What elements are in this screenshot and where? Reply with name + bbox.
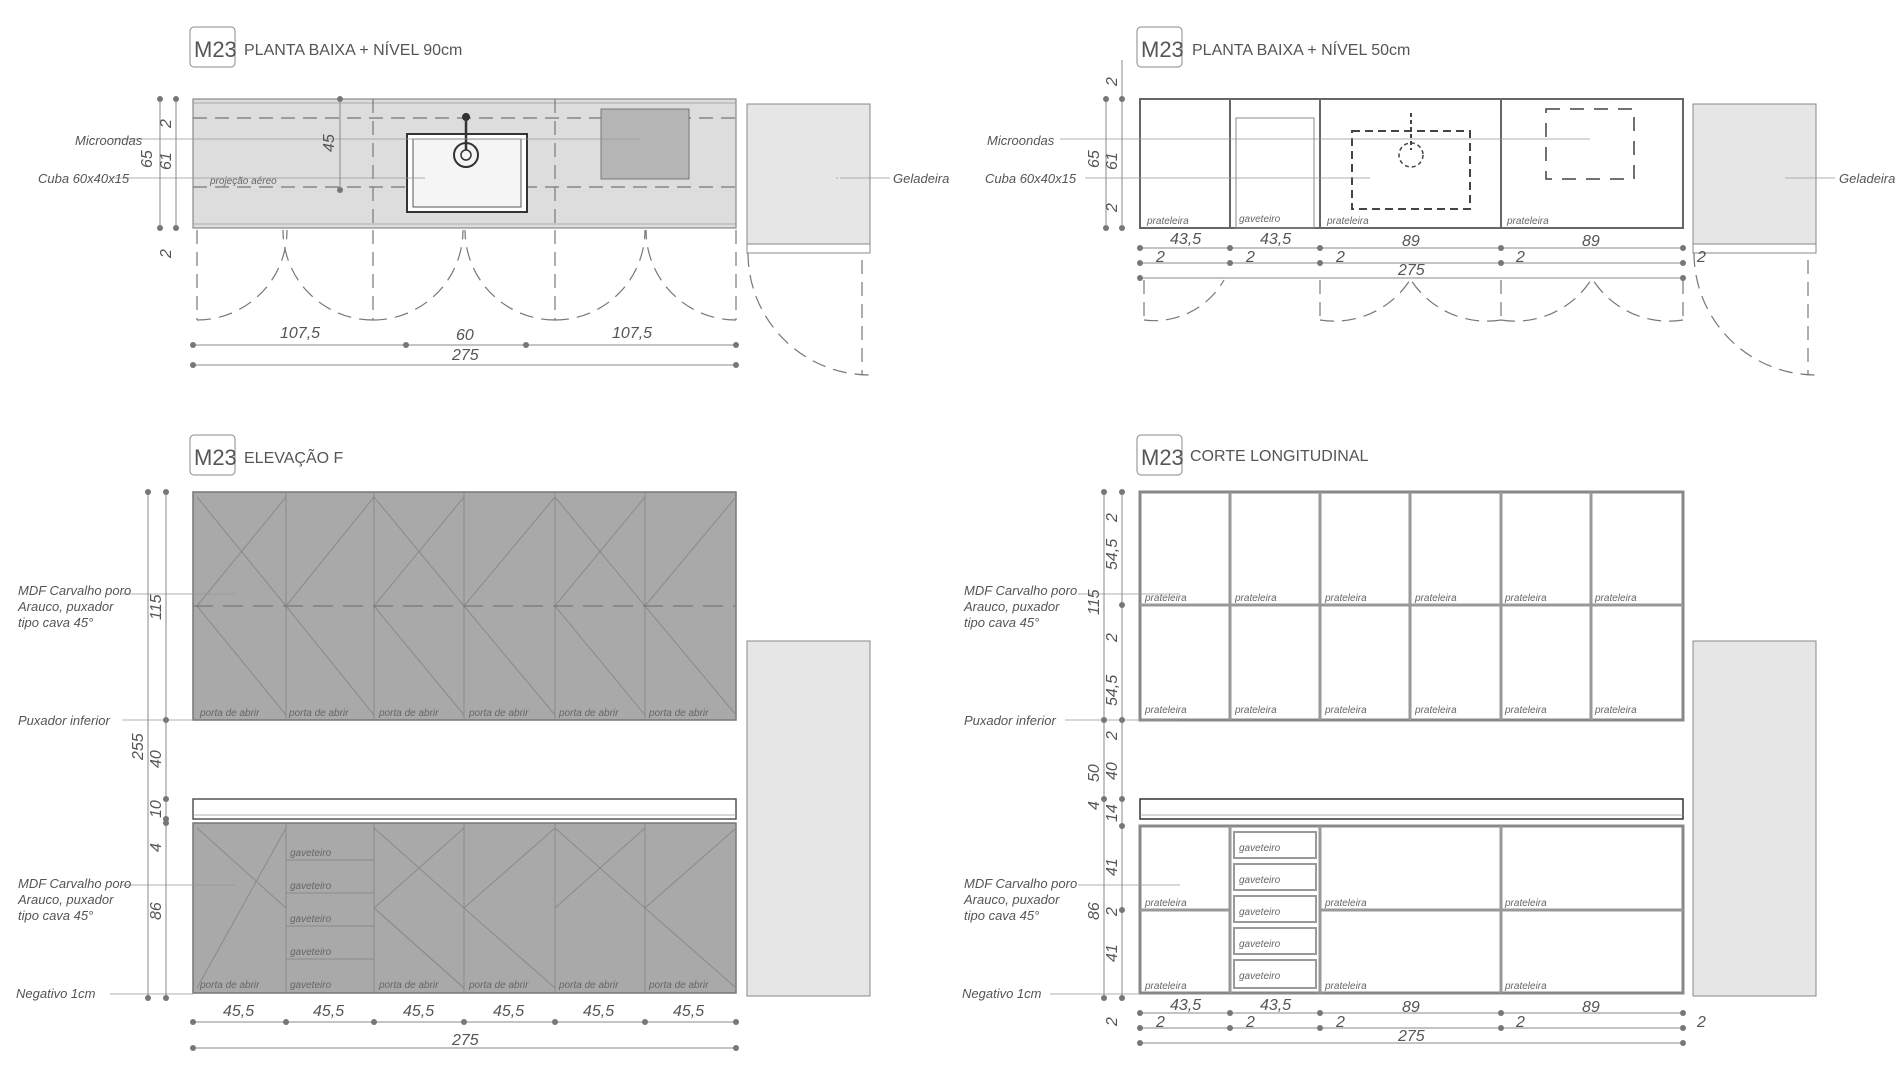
- drawer-label-2: gaveteiro: [1239, 875, 1281, 886]
- shelf-label: prateleira: [1235, 705, 1277, 716]
- drawer-label-5: gaveteiro: [1239, 971, 1281, 982]
- panel-planta-baixa-90: [38, 27, 949, 375]
- dim-v-115: 115: [148, 594, 165, 620]
- dim-v-4: 4: [148, 843, 165, 852]
- dim-v-45: 45: [321, 134, 338, 152]
- view-title: ELEVAÇÃO F: [244, 450, 344, 467]
- shelf-label: prateleira: [1415, 705, 1457, 716]
- countertop-elevation: [193, 799, 736, 819]
- label-gaveteiro-4: gaveteiro: [290, 947, 332, 958]
- shelf-label: prateleira: [1505, 593, 1547, 604]
- label-porta-l4: porta de abrir: [559, 980, 619, 991]
- dim-h-total: 275: [1398, 262, 1425, 279]
- dim-s-3: 2: [1336, 249, 1345, 266]
- dim-col-3: 45,5: [403, 1003, 435, 1020]
- dim-v-255: 255: [130, 733, 147, 760]
- label-projecao: projeção aéreo: [210, 176, 277, 187]
- dim-v-2a: 2: [158, 119, 175, 128]
- fridge-plan: [747, 104, 870, 244]
- label-porta-2: porta de abrir: [289, 708, 349, 719]
- dim-v-41b: 41: [1104, 944, 1121, 962]
- dim-v-61: 61: [1104, 152, 1121, 170]
- shelf-label: prateleira: [1505, 705, 1547, 716]
- shelf-label: prateleira: [1505, 898, 1547, 909]
- dim-h-4: 89: [1582, 233, 1600, 250]
- label-prateleira-2: prateleira: [1327, 216, 1369, 227]
- label-prateleira: prateleira: [1147, 216, 1189, 227]
- shelf-label: prateleira: [1145, 981, 1187, 992]
- label-microondas: Microondas: [987, 133, 1055, 148]
- dim-v-545b: 54,5: [1104, 674, 1121, 706]
- shelf-label: prateleira: [1595, 593, 1637, 604]
- label-mdf-b3: tipo cava 45°: [18, 908, 94, 923]
- dim-col-5: 45,5: [583, 1003, 615, 1020]
- dim-v-4: 4: [1086, 801, 1103, 810]
- door-swings-plan: [1144, 280, 1683, 321]
- dim-v-50: 50: [1086, 764, 1103, 782]
- label-gaveteiro-3: gaveteiro: [290, 914, 332, 925]
- label-mdf-2: Arauco, puxador: [964, 599, 1060, 614]
- dim-col-1: 45,5: [223, 1003, 255, 1020]
- label-porta-l2: porta de abrir: [379, 980, 439, 991]
- label-negativo: Negativo 1cm: [16, 986, 96, 1001]
- dim-s-1: 2: [1156, 249, 1165, 266]
- label-cuba: Cuba 60x40x15: [985, 171, 1077, 186]
- label-mdf-b1: MDF Carvalho poro: [964, 876, 1078, 891]
- dim-v-86: 86: [1086, 902, 1103, 920]
- drawer-label-4: gaveteiro: [1239, 939, 1281, 950]
- drawer-label-3: gaveteiro: [1239, 907, 1281, 918]
- dim-v-40: 40: [1104, 762, 1121, 780]
- dim-s-2: 2: [1246, 1014, 1255, 1031]
- view-tag: M23: [1141, 445, 1184, 470]
- label-microondas: Microondas: [75, 133, 143, 148]
- label-puxador: Puxador inferior: [964, 713, 1056, 728]
- dim-s-5: 2: [1697, 249, 1706, 266]
- dim-v-86: 86: [148, 902, 165, 920]
- label-mdf-1: MDF Carvalho poro: [964, 583, 1078, 598]
- dim-col-4: 45,5: [493, 1003, 525, 1020]
- dim-h-2: 43,5: [1260, 231, 1292, 248]
- dim-v-65: 65: [139, 150, 156, 168]
- door-swings-plan: [197, 230, 736, 320]
- dim-v-40: 40: [148, 750, 165, 768]
- dim-s-2: 2: [1246, 249, 1255, 266]
- label-porta-1: porta de abrir: [200, 708, 260, 719]
- dim-col-2: 45,5: [313, 1003, 345, 1020]
- label-porta-4: porta de abrir: [469, 708, 529, 719]
- drawer-label-1: gaveteiro: [1239, 843, 1281, 854]
- countertop-section: [1140, 799, 1683, 819]
- dim-v-10: 10: [148, 800, 165, 818]
- dim-s-4: 2: [1516, 1014, 1525, 1031]
- view-tag: M23: [1141, 37, 1184, 62]
- dim-v-2b: 2: [1104, 633, 1121, 642]
- dim-v-115: 115: [1086, 589, 1103, 615]
- dim-s-5: 2: [1697, 1014, 1706, 1031]
- label-mdf-1: MDF Carvalho poro: [18, 583, 132, 598]
- panel-planta-baixa-50: [985, 27, 1895, 375]
- label-porta-l5: porta de abrir: [649, 980, 709, 991]
- fridge-door-swing: [748, 253, 870, 375]
- fridge-elevation: [747, 641, 870, 996]
- label-mdf-3: tipo cava 45°: [18, 615, 94, 630]
- label-mdf-2: Arauco, puxador: [18, 599, 114, 614]
- label-mdf-b1: MDF Carvalho poro: [18, 876, 132, 891]
- dim-s-3: 2: [1336, 1014, 1345, 1031]
- label-gaveteiro-2: gaveteiro: [290, 881, 332, 892]
- shelf-label: prateleira: [1145, 705, 1187, 716]
- shelf-label: prateleira: [1505, 981, 1547, 992]
- view-tag: M23: [194, 37, 237, 62]
- shelf-label: prateleira: [1235, 593, 1277, 604]
- shelf-label: prateleira: [1325, 593, 1367, 604]
- dim-v-2a: 2: [1104, 77, 1121, 86]
- dim-v-2d: 2: [1104, 907, 1121, 916]
- dim-h-total: 275: [452, 1032, 479, 1049]
- fridge-plan: [1693, 104, 1816, 244]
- label-cuba: Cuba 60x40x15: [38, 171, 130, 186]
- label-porta-l1: porta de abrir: [200, 980, 260, 991]
- shelf-label: prateleira: [1325, 981, 1367, 992]
- shelf-label: prateleira: [1145, 593, 1187, 604]
- label-prateleira-3: prateleira: [1507, 216, 1549, 227]
- label-gaveteiro: gaveteiro: [1239, 214, 1281, 225]
- dim-h-1: 107,5: [280, 325, 321, 342]
- label-gaveteiro-1: gaveteiro: [290, 848, 332, 859]
- shelf-label: prateleira: [1595, 705, 1637, 716]
- panel-elevacao-f: [16, 435, 870, 1051]
- label-mdf-b2: Arauco, puxador: [964, 892, 1060, 907]
- dim-h-total: 275: [452, 347, 479, 364]
- dim-h-total: 275: [1398, 1028, 1425, 1045]
- shelf-label: prateleira: [1415, 593, 1457, 604]
- dim-v-2a: 2: [1104, 513, 1121, 522]
- dim-h-3: 107,5: [612, 325, 653, 342]
- dim-col-6: 45,5: [673, 1003, 705, 1020]
- label-porta-5: porta de abrir: [559, 708, 619, 719]
- view-tag: M23: [194, 445, 237, 470]
- dim-v-65: 65: [1086, 150, 1103, 168]
- view-title: CORTE LONGITUDINAL: [1190, 448, 1369, 465]
- dim-v-14: 14: [1104, 804, 1121, 822]
- fridge-elevation: [1693, 641, 1816, 996]
- dim-v-41a: 41: [1104, 858, 1121, 876]
- shelf-label: prateleira: [1325, 705, 1367, 716]
- dim-v-61: 61: [158, 152, 175, 170]
- dim-h-3: 89: [1402, 999, 1420, 1016]
- dim-v-2e: 2: [1104, 1017, 1121, 1026]
- dim-s-1: 2: [1156, 1014, 1165, 1031]
- dim-v-2b: 2: [158, 249, 175, 258]
- label-puxador: Puxador inferior: [18, 713, 110, 728]
- shelf-label: prateleira: [1325, 898, 1367, 909]
- dim-h-3: 89: [1402, 233, 1420, 250]
- microwave-plan: [601, 109, 689, 179]
- dim-v-545a: 54,5: [1104, 538, 1121, 570]
- shelf-label: prateleira: [1145, 898, 1187, 909]
- label-mdf-b2: Arauco, puxador: [18, 892, 114, 907]
- dim-h-4: 89: [1582, 999, 1600, 1016]
- label-mdf-3: tipo cava 45°: [964, 615, 1040, 630]
- dim-h-2: 60: [456, 327, 474, 344]
- view-title: PLANTA BAIXA + NÍVEL 90cm: [244, 42, 463, 59]
- dim-h-2: 43,5: [1260, 997, 1292, 1014]
- label-geladeira: Geladeira: [1839, 171, 1896, 186]
- label-porta-3: porta de abrir: [379, 708, 439, 719]
- label-porta-6: porta de abrir: [649, 708, 709, 719]
- label-porta-l3: porta de abrir: [469, 980, 529, 991]
- label-negativo: Negativo 1cm: [962, 986, 1042, 1001]
- label-gaveteiro-5: gaveteiro: [290, 980, 332, 991]
- dim-v-2b: 2: [1104, 203, 1121, 212]
- view-title: PLANTA BAIXA + NÍVEL 50cm: [1192, 42, 1411, 59]
- dim-s-4: 2: [1516, 249, 1525, 266]
- dim-h-1: 43,5: [1170, 997, 1202, 1014]
- label-mdf-b3: tipo cava 45°: [964, 908, 1040, 923]
- dim-h-1: 43,5: [1170, 231, 1202, 248]
- panel-corte-longitudinal: [962, 435, 1816, 1046]
- label-geladeira: Geladeira: [893, 171, 950, 186]
- dim-v-2c: 2: [1104, 731, 1121, 740]
